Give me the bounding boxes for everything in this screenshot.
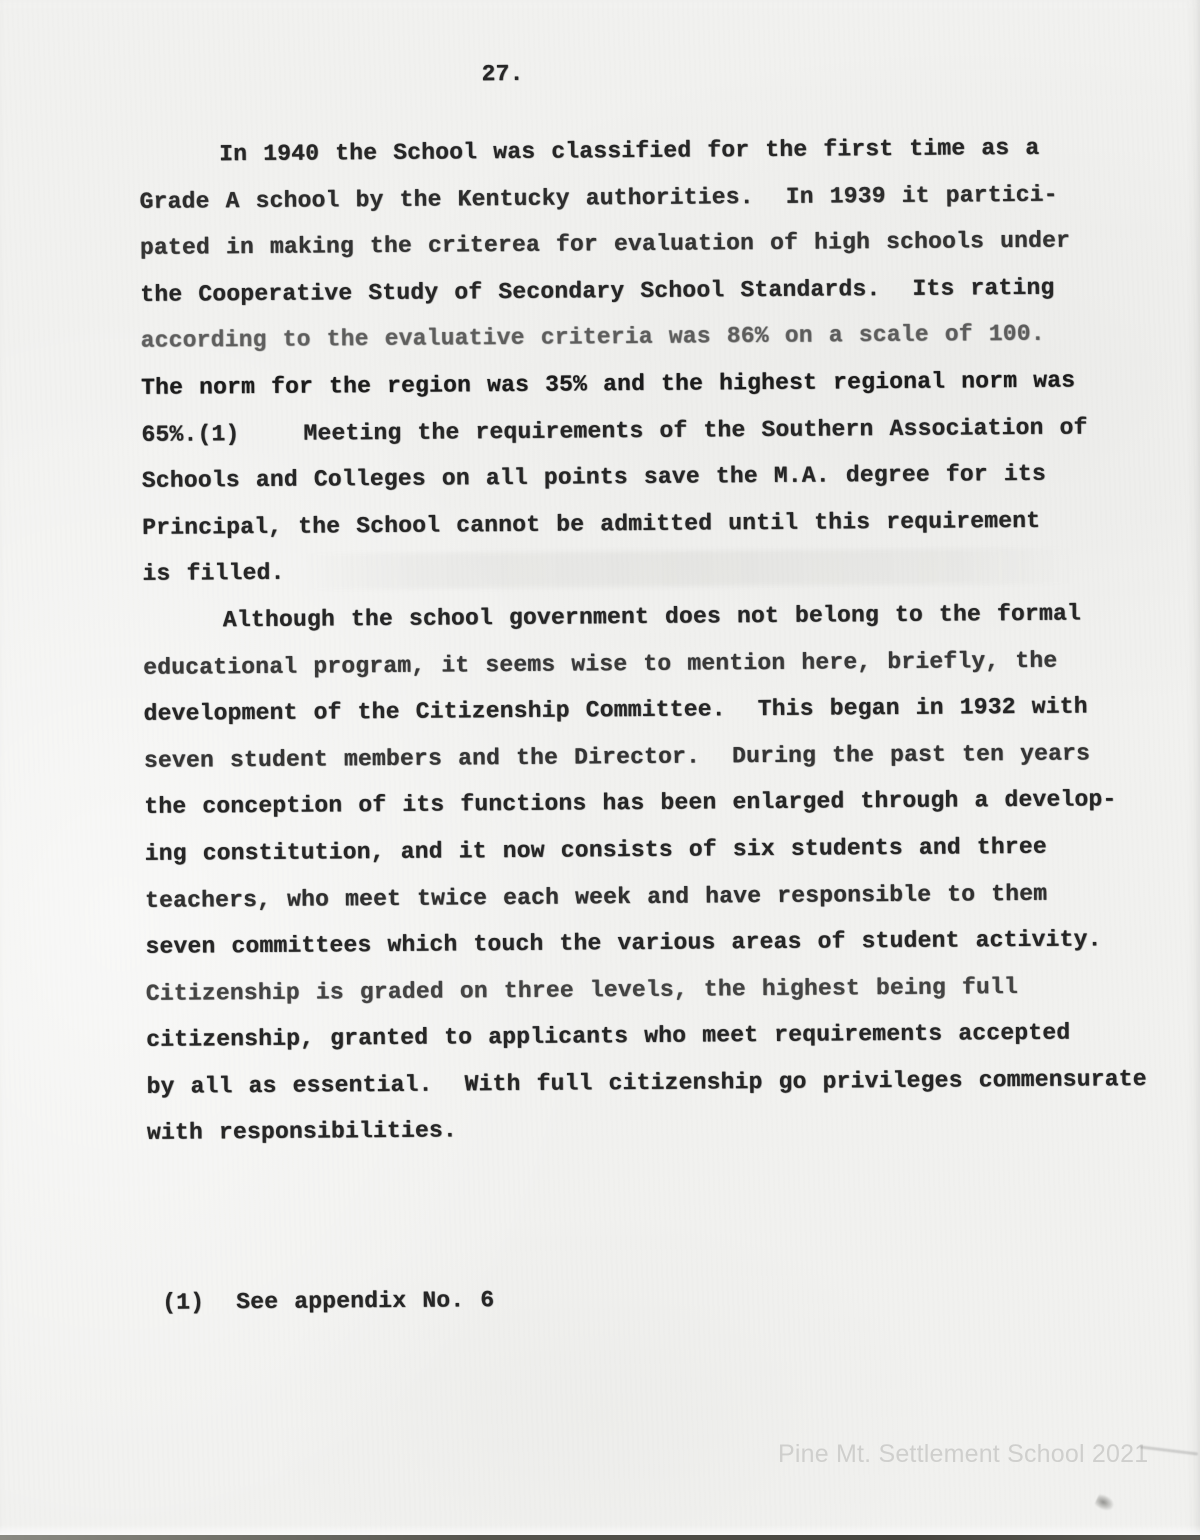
text-line: In 1940 the School was classified for the first time as a [139, 134, 1040, 168]
text-line: ing constitution, and it now consists of six students and three [144, 833, 1047, 867]
text-line: educational program, it seems wise to mention here, briefly, the [143, 647, 1058, 681]
text-line: pated in making the criterea for evaluation of high schools under [139, 227, 1071, 262]
text-line: Grade A school by the Kentucky authorities. In 1939 it partici- [139, 181, 1058, 215]
text-line: seven student members and the Director. During the past ten years [143, 740, 1091, 774]
text-line: according to the evaluative criteria was 86% on a scale of 100. [140, 321, 1045, 355]
watermark: Pine Mt. Settlement School 2021 [778, 1440, 1149, 1468]
text-line: Principal, the School cannot be admitted until this requirement [142, 507, 1041, 541]
text-line: Although the school government does not belong to the formal [142, 600, 1082, 634]
text-line: seven committees which touch the various areas of student activity. [145, 926, 1102, 960]
text-line: is filled. [142, 560, 285, 588]
text-line: citizenship, granted to applicants who meet requirements accepted [146, 1019, 1071, 1054]
text-line: 65%.(1) Meeting the requirements of the Southern Association of [141, 414, 1088, 448]
text-line: teachers, who meet twice each week and have responsible to them [144, 880, 1048, 914]
ink-ghost-smudge-band [304, 548, 1074, 590]
text-line: development of the Citizenship Committee. This began in 1932 with [143, 693, 1088, 728]
page-number: 27. [481, 60, 524, 88]
text-line: the Cooperative Study of Secondary School Standards. Its rating [140, 274, 1055, 308]
text-line: Schools and Colleges on all points save the M.A. degree for its [141, 460, 1047, 495]
text-line: Citizenship is graded on three levels, the highest being full [145, 973, 1019, 1007]
footnote: (1) See appendix No. 6 [162, 1287, 495, 1316]
text-line: with responsibilities. [146, 1117, 458, 1147]
body-text [139, 124, 1200, 1157]
text-line: the conception of its functions has been enlarged through a develop- [144, 786, 1117, 821]
text-line: The norm for the region was 35% and the highest regional norm was [140, 367, 1076, 401]
bottom-scan-edge [0, 1535, 1200, 1540]
text-line: by all as essential. With full citizenship go privileges commensurate [146, 1065, 1147, 1100]
